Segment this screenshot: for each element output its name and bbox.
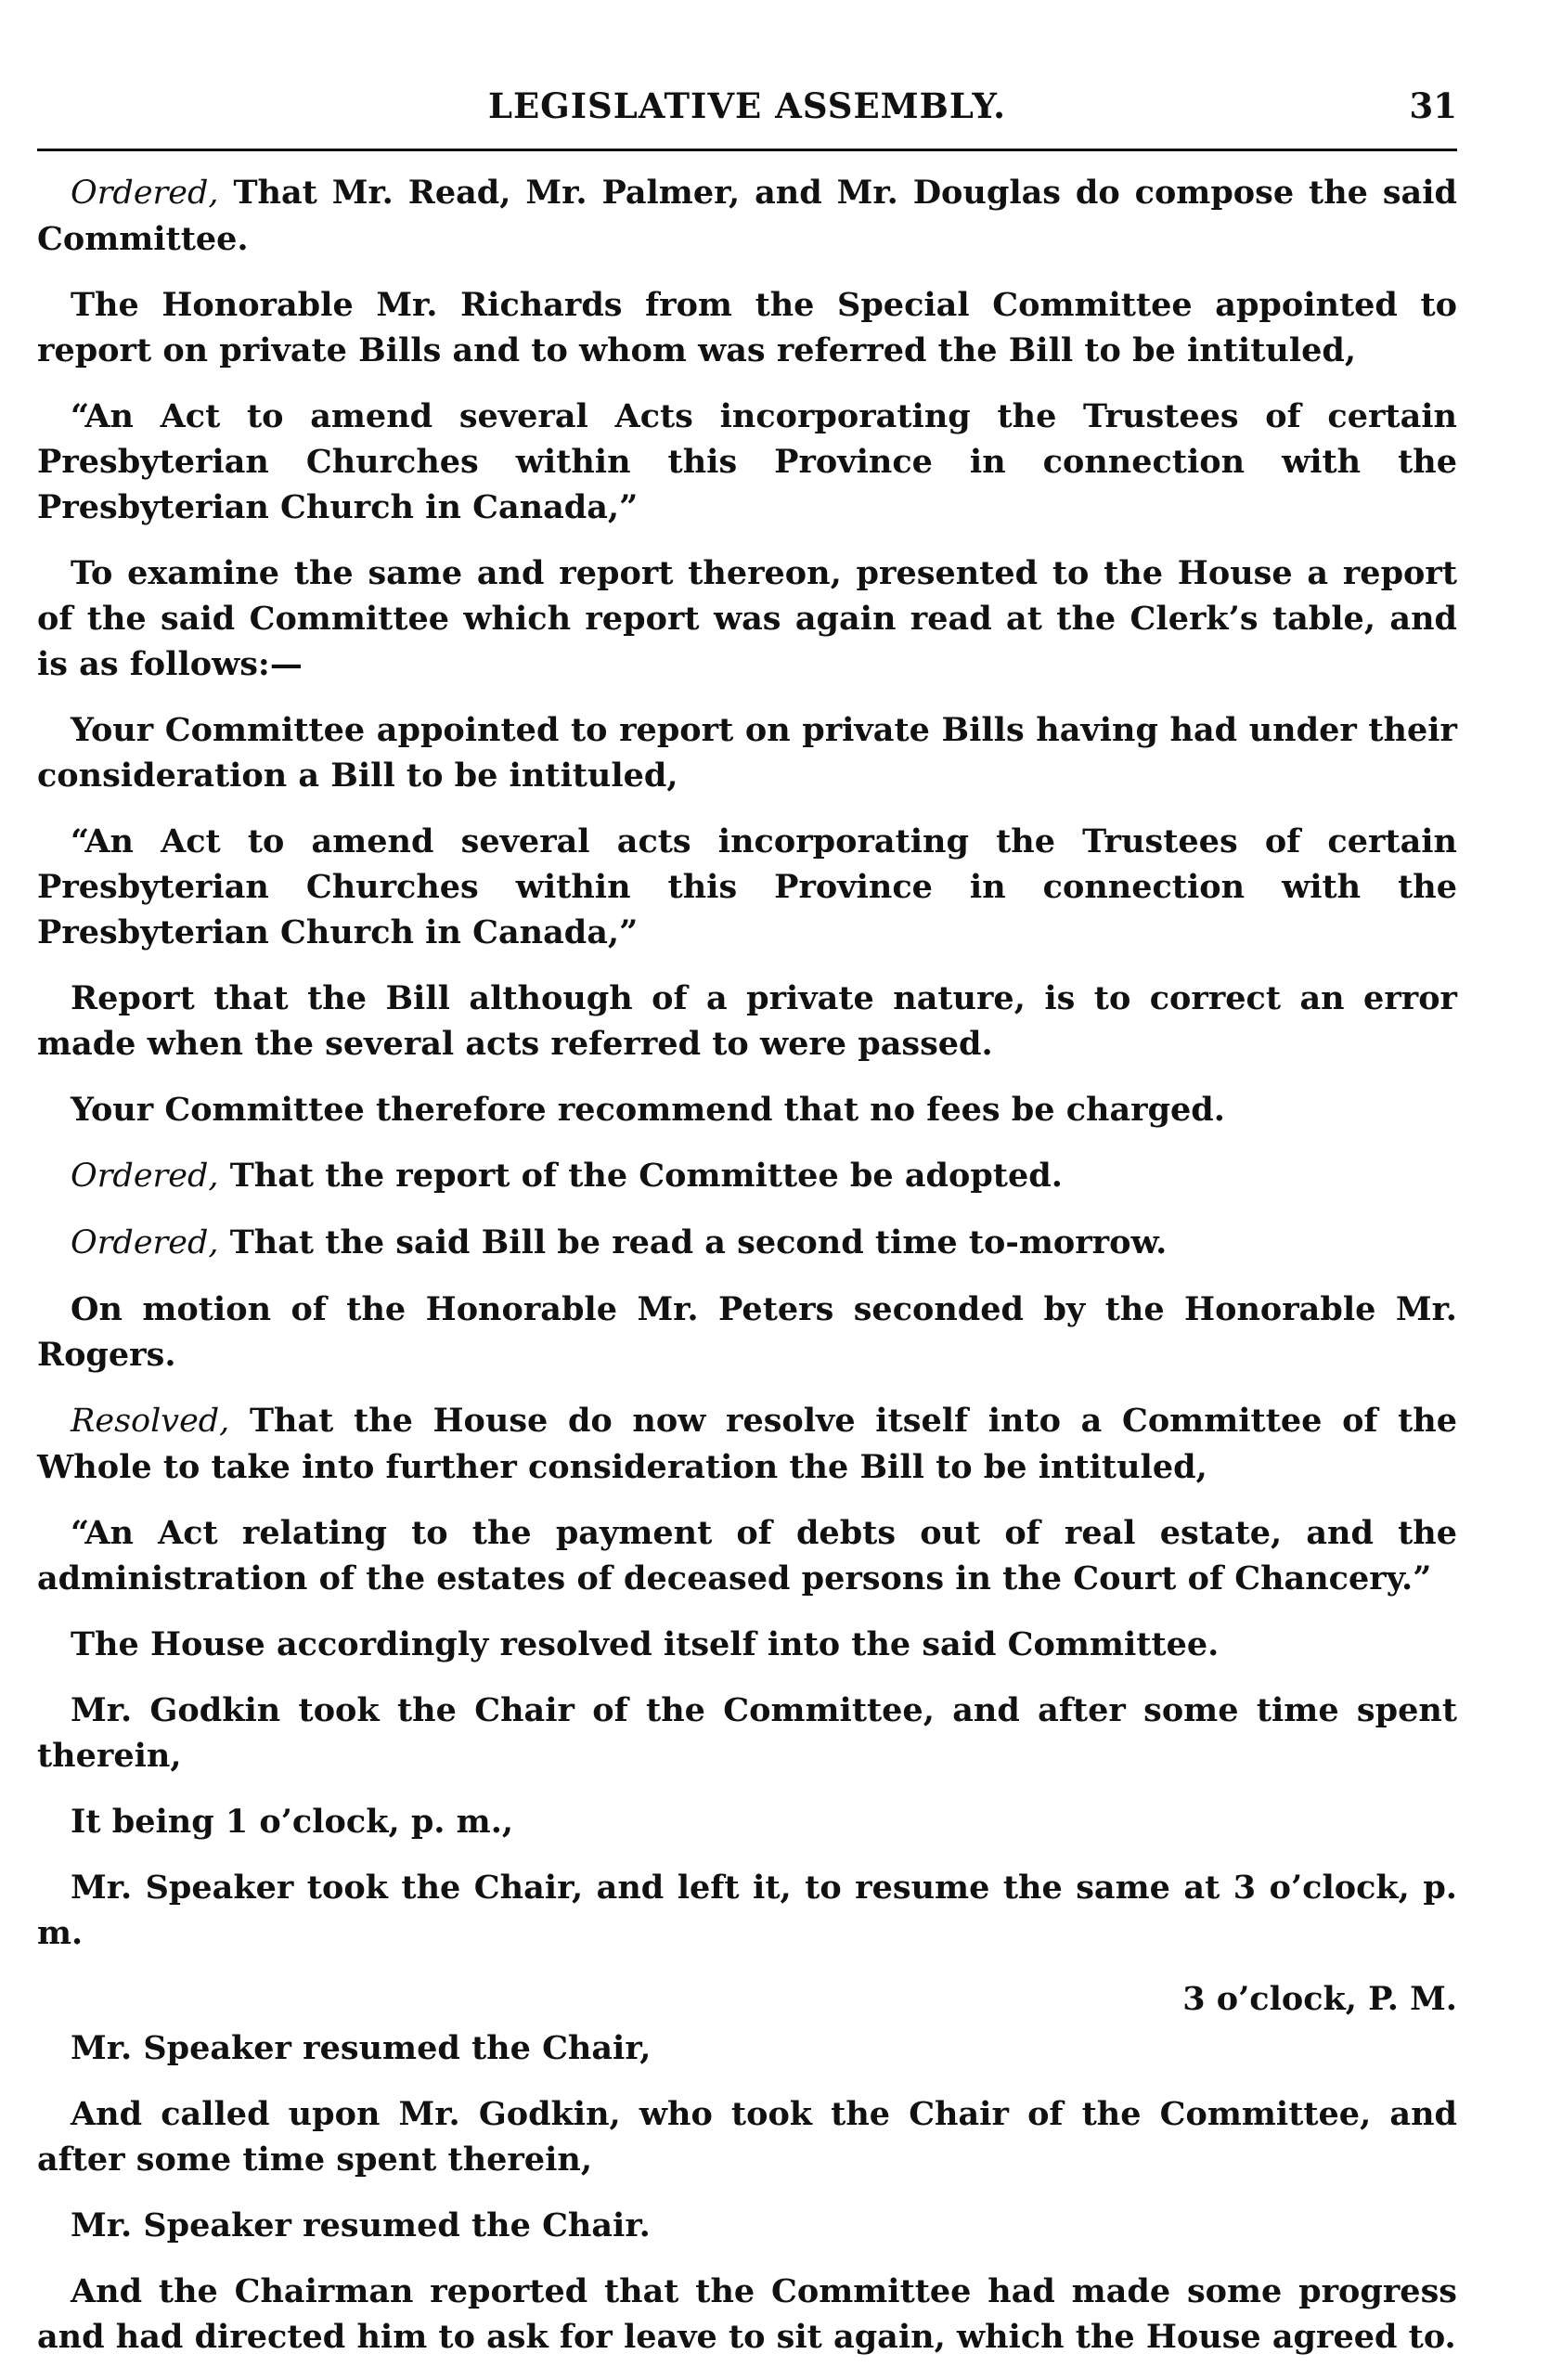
- page-number: 31: [1409, 85, 1457, 126]
- paragraph-lead: Ordered,: [71, 1158, 219, 1195]
- paragraph: [37, 1220, 1457, 1266]
- paragraph: [37, 2025, 1457, 2071]
- paragraph-text: Your Committee therefore recommend that no fees be charged.: [71, 1091, 1225, 1129]
- paragraph-text: Mr. Speaker took the Chair, and left it, to resume the same at 3 o’clock, p. m.: [37, 1869, 1457, 1952]
- paragraph: [37, 550, 1457, 687]
- paragraph: [37, 1398, 1457, 1490]
- paragraph: [37, 819, 1457, 955]
- page-header: [37, 65, 1457, 149]
- paragraph-text: That the report of the Committee be adopted.: [218, 1157, 1063, 1195]
- paragraph-text: Mr. Speaker resumed the Chair.: [71, 2206, 651, 2244]
- paragraph-text: Your Committee appointed to report on private Bills having had under their consideration a Bill to be intituled,: [37, 711, 1457, 795]
- paragraph-text: “An Act relating to the payment of debts out of real estate, and the administration of the estates of deceased persons in the Court of Chancery.”: [37, 1514, 1457, 1597]
- paragraph-text: “An Act to amend several Acts incorporating the Trustees of certain Presbyterian Churches within this Province in connection with the Presbyterian Church in Canada,”: [37, 397, 1457, 526]
- paragraph: [37, 1622, 1457, 1667]
- paragraph: [37, 394, 1457, 530]
- paragraph: [37, 1865, 1457, 1956]
- paragraph: [37, 976, 1457, 1067]
- paragraph: [37, 2091, 1457, 2182]
- time-mark: 3 o’clock, P. M.: [1182, 1980, 1457, 2018]
- paragraph: [37, 1688, 1457, 1779]
- journal-page: [37, 65, 1457, 2380]
- paragraph-text: To examine the same and report thereon, presented to the House a report of the said Committee which report was again read at the Clerk’s table, and is as follows:—: [37, 554, 1457, 683]
- paragraph-text: Mr. Speaker resumed the Chair,: [71, 2029, 652, 2067]
- paragraph-text: And called upon Mr. Godkin, who took the Chair of the Committee, and after some time spent therein,: [37, 2095, 1457, 2179]
- paragraph: [37, 1799, 1457, 1844]
- paragraph-text: “An Act to amend several acts incorporating the Trustees of certain Presbyterian Churches within this Province in connection with the Presbyterian Church in Canada,”: [37, 822, 1457, 951]
- paragraph-lead: Ordered,: [71, 175, 219, 212]
- paragraph-text: That Mr. Read, Mr. Palmer, and Mr. Douglas do compose the said Committee.: [37, 174, 1457, 258]
- paragraph: [37, 2203, 1457, 2248]
- paragraph: [37, 1087, 1457, 1132]
- paragraph-text: Report that the Bill although of a private nature, is to correct an error made when the several acts referred to were passed.: [37, 979, 1457, 1063]
- paragraph-text: Mr. Godkin took the Chair of the Committee, and after some time spent therein,: [37, 1691, 1457, 1775]
- paragraph-text: On motion of the Honorable Mr. Peters seconded by the Honorable Mr. Rogers.: [37, 1290, 1457, 1374]
- running-title: LEGISLATIVE ASSEMBLY.: [487, 85, 1007, 126]
- paragraph: [37, 282, 1457, 373]
- paragraph-text: That the said Bill be read a second time to-morrow.: [218, 1223, 1168, 1261]
- paragraph: [37, 1510, 1457, 1601]
- paragraph-text: That the House do now resolve itself into a Committee of the Whole to take into further consideration the Bill to be intituled,: [37, 1402, 1457, 1486]
- paragraph: [37, 2269, 1457, 2360]
- paragraph-text: The House accordingly resolved itself into the said Committee.: [71, 1625, 1220, 1663]
- paragraph: [37, 170, 1457, 262]
- paragraph: [37, 1287, 1457, 1378]
- paragraph-lead: Ordered,: [71, 1224, 219, 1261]
- paragraph-text: The Honorable Mr. Richards from the Special Committee appointed to report on private Bills and to whom was referred the Bill to be intituled,: [37, 286, 1457, 369]
- paragraph: [37, 1153, 1457, 1199]
- paragraph-lead: Resolved,: [71, 1403, 230, 1440]
- paragraph-text: And the Chairman reported that the Committee had made some progress and had directed him to ask for leave to sit again, which the House agreed to.: [37, 2272, 1457, 2356]
- page-body: [37, 170, 1457, 2360]
- header-rule: [37, 149, 1457, 151]
- paragraph: [37, 707, 1457, 798]
- paragraph-text: It being 1 o’clock, p. m.,: [71, 1803, 514, 1841]
